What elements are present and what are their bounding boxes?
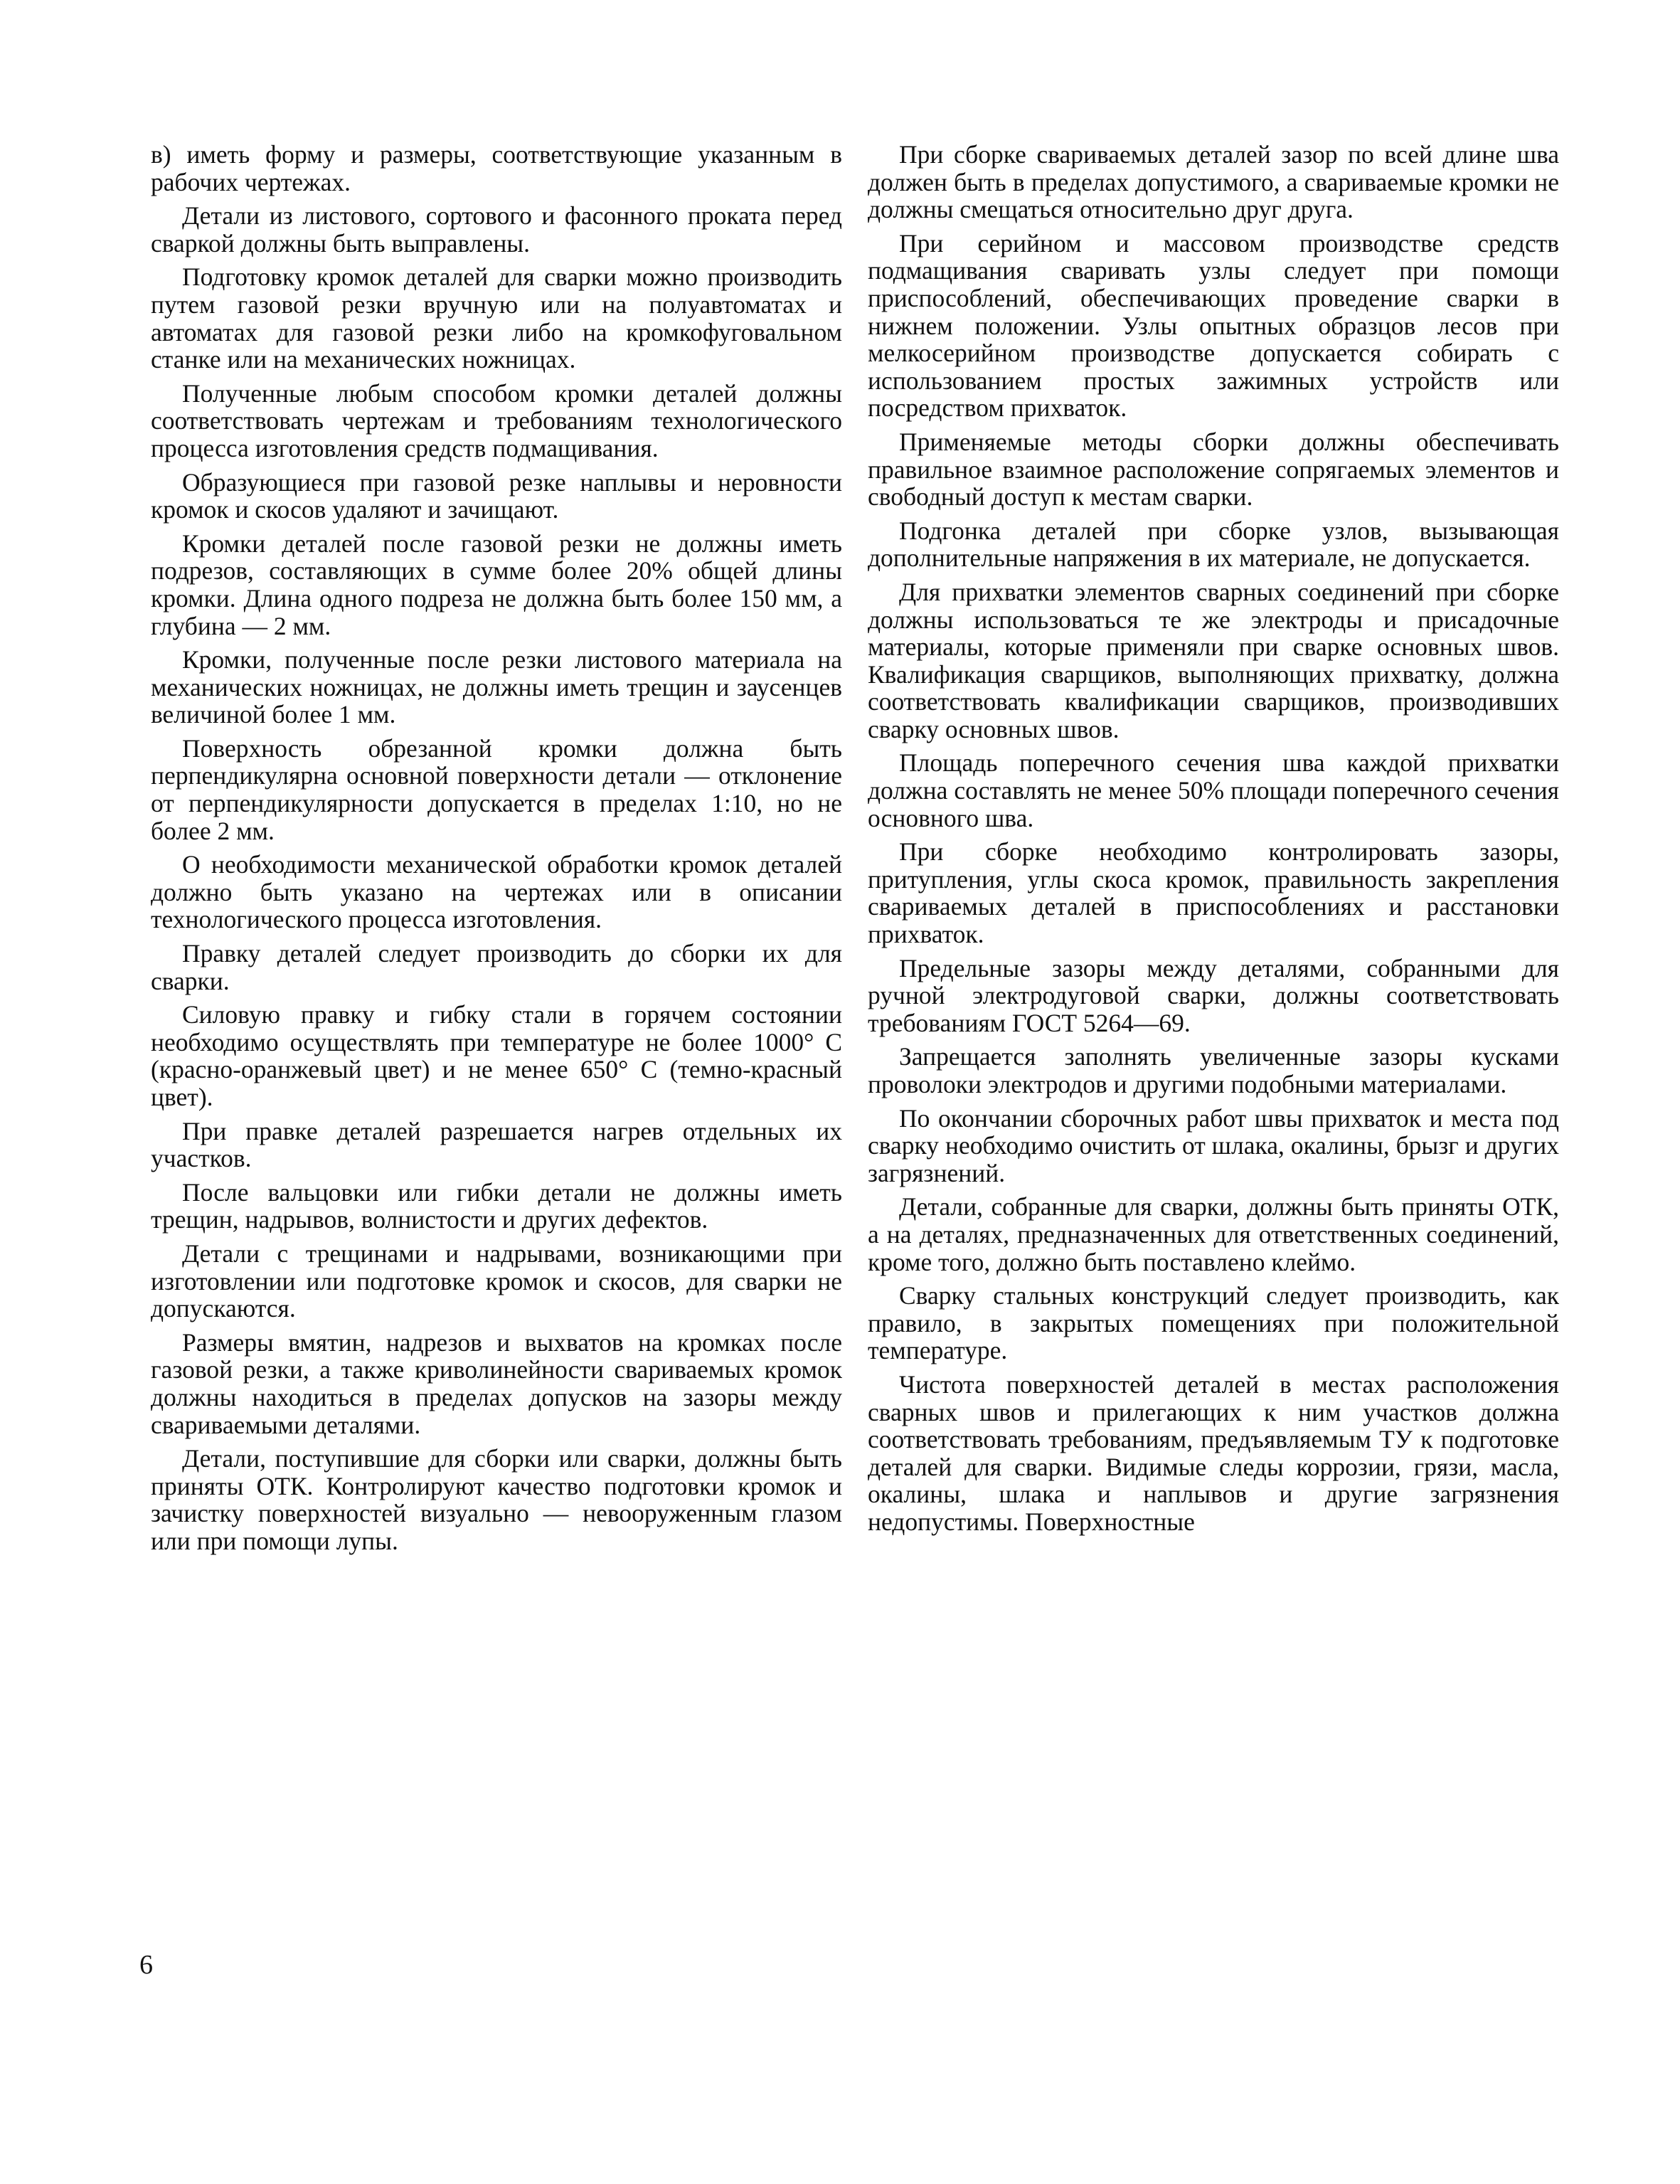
paragraph: При сборке необходимо контролировать зазоры, притупления, углы скоса кромок, правильность закрепления свариваемых деталей в приспособлениях и расстановки прихваток. [868, 837, 1559, 949]
paragraph: Полученные любым способом кромки деталей должны соответствовать чертежам и требованиям технологического процесса изготовления средств подмащивания. [151, 378, 842, 462]
right-column [868, 141, 1559, 1542]
paragraph: Применяемые методы сборки должны обеспечивать правильное взаимное расположение сопрягаемых элементов и свободный доступ к местам сварки. [868, 427, 1559, 511]
paragraph: При правке деталей разрешается нагрев отдельных их участков. [151, 1116, 842, 1173]
paragraph: Площадь поперечного сечения шва каждой прихватки должна составлять не менее 50% площади поперечного сечения основного шва. [868, 748, 1559, 832]
paragraph: После вальцовки или гибки детали не должны иметь трещин, надрывов, волнистости и других дефектов. [151, 1177, 842, 1234]
paragraph: При серийном и массовом производстве средств подмащивания сваривать узлы следует при помощи приспособлений, обеспечивающих проведение сварки в нижнем положении. Узлы опытных образцов лесов при мелкосерийном производстве допускается собирать с использованием простых зажимных устройств или посредством прихваток. [868, 228, 1559, 423]
paragraph: Сварку стальных конструкций следует производить, как правило, в закрытых помещениях при положительной температуре. [868, 1281, 1559, 1365]
paragraph: Поверхность обрезанной кромки должна быть перпендикулярна основной поверхности детали — отклонение от перпендикулярности допускается в пределах 1:10, но не более 2 мм. [151, 733, 842, 845]
paragraph: Предельные зазоры между деталями, собранными для ручной электродуговой сварки, должны соответствовать требованиям ГОСТ 5264—69. [868, 953, 1559, 1037]
paragraph: Кромки, полученные после резки листового материала на механических ножницах, не должны иметь трещин и заусенцев величиной более 1 мм. [151, 645, 842, 729]
paragraph: При сборке свариваемых деталей зазор по всей длине шва должен быть в пределах допустимого, а свариваемые кромки не должны смещаться относительно друг друга. [868, 140, 1559, 224]
paragraph: Кромки деталей после газовой резки не должны иметь подрезов, составляющих в сумме более 20% общей длины кромки. Длина одного подреза не должна быть более 150 мм, а глубина — 2 мм. [151, 529, 842, 640]
paragraph: Размеры вмятин, надрезов и выхватов на кромках после газовой резки, а также криволинейности свариваемых кромок должны находиться в пределах допусков на зазоры между свариваемыми деталями. [151, 1327, 842, 1439]
paragraph: Для прихватки элементов сварных соединений при сборке должны использоваться те же электроды и присадочные материалы, которые применяли при сварке основных швов. Квалификация сварщиков, выполняющих прихватку, должна соответствовать квалификации сварщиков, производивших сварку основных швов. [868, 577, 1559, 743]
paragraph: Подгонка деталей при сборке узлов, вызывающая дополнительные напряжения в их материале, не допускается. [868, 516, 1559, 573]
paragraph: в) иметь форму и размеры, соответствующие указанным в рабочих чертежах. [151, 140, 842, 196]
paragraph: Детали, собранные для сварки, должны быть приняты ОТК, а на деталях, предназначенных для ответственных соединений, кроме того, должно быть поставлено клеймо. [868, 1192, 1559, 1276]
paragraph: Правку деталей следует производить до сборки их для сварки. [151, 939, 842, 995]
paragraph: Запрещается заполнять увеличенные зазоры кусками проволоки электродов и другими подобными материалами. [868, 1042, 1559, 1098]
paragraph: Чистота поверхностей деталей в местах расположения сварных швов и прилегающих к ним участков должна соответствовать требованиям, предъявляемым ТУ к подготовке деталей для сварки. Видимые следы коррозии, грязи, масла, окалины, шлака и наплывов и другие загрязнения недопустимы. Поверхностные [868, 1369, 1559, 1536]
left-column [151, 141, 842, 1562]
paragraph: Подготовку кромок деталей для сварки можно производить путем газовой резки вручную или на полуавтоматах и автоматах для газовой резки либо на кромкофуговальном станке или на механических ножницах. [151, 263, 842, 374]
paragraph: О необходимости механической обработки кромок деталей должно быть указано на чертежах или в описании технологического процесса изготовления. [151, 850, 842, 934]
paragraph: Детали из листового, сортового и фасонного проката перед сваркой должны быть выправлены. [151, 201, 842, 258]
page-number: 6 [139, 1950, 153, 1980]
paragraph: Силовую правку и гибку стали в горячем состоянии необходимо осуществлять при температуре не более 1000° С (красно-оранжевый цвет) и не менее 650° С (темно-красный цвет). [151, 1000, 842, 1111]
paragraph: По окончании сборочных работ швы прихваток и места под сварку необходимо очистить от шлака, окалины, брызг и других загрязнений. [868, 1103, 1559, 1187]
paragraph: Образующиеся при газовой резке наплывы и неровности кромок и скосов удаляют и зачищают. [151, 467, 842, 524]
paragraph: Детали, поступившие для сборки или сварки, должны быть приняты ОТК. Контролируют качество подготовки кромок и зачистку поверхностей визуально — невооруженным глазом или при помощи лупы. [151, 1444, 842, 1555]
paragraph: Детали с трещинами и надрывами, возникающими при изготовлении или подготовке кромок и скосов, для сварки не допускаются. [151, 1239, 842, 1323]
